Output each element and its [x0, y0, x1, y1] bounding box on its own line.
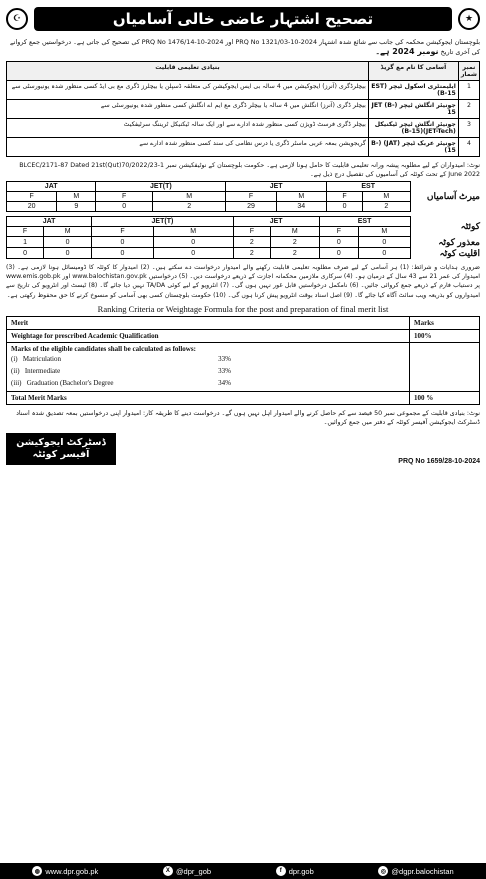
grid-value: 2: [363, 202, 410, 212]
row-qualification: بیچلر ڈگری (آنرز) انگلش میں 4 سالہ یا بیچلر ڈگری مع ایم اے انگلش کسی منظور شدہ یونیورسٹی سے: [7, 100, 369, 119]
quetta-quota-grid: [6, 216, 480, 259]
grid-value: 0: [359, 248, 410, 259]
officer-line-2: آفیسر کوئٹہ: [32, 448, 90, 460]
row-qualification: گریجویشن بمعہ عربی ماسٹر ڈگری یا درس نظامی کی سند کسی منظور شدہ ادارے سے: [7, 138, 369, 157]
total-row: [7, 391, 480, 404]
twitter-link[interactable]: [163, 866, 211, 876]
footer-row: [6, 433, 480, 465]
grid-value: 0: [96, 202, 153, 212]
intro-paragraph: [6, 37, 480, 57]
note-paragraph: نوٹ: امیدواران کے لیے مطلوبہ پیشہ ورانہ تعلیمی قابلیت کا حامل ہونا لازمی ہے۔ حکومت بلوچستان کے نوٹیفکیشن نمبر 1-70/2022/23(Qut)BLCEC/2171-87 Dated 21st June 2022 کے تحت کوئٹہ کی آسامیوں کی تفصیل درج ذیل ہے۔: [19, 162, 480, 178]
table-row: [7, 100, 480, 119]
grid-value: 2: [271, 248, 320, 259]
item-name: Matriculation: [22, 354, 61, 363]
item-value: 33%: [218, 366, 231, 375]
grid-value: 0: [92, 237, 154, 248]
grid-sub-f: F: [326, 192, 362, 202]
grid-value: 20: [7, 202, 57, 212]
grid-sub-m: M: [57, 192, 96, 202]
item-number: (ii): [11, 366, 20, 375]
list-item: [11, 365, 231, 377]
row-post: جونیئر انگلش ٹیچر ٹیکنیکل (JET-Tech)(B-15): [368, 119, 458, 138]
website-link[interactable]: [32, 866, 98, 876]
closing-paragraph: نوٹ: بنیادی قابلیت کے مجموعی نمبر 50 فیصد سے کم حاصل کرنے والے امیدوار اہل نہیں ہوں گے۔ درخواست دینے کا طریقہ کار: امیدوار اپنی درخواستیں بمعہ تصدیق شدہ اسناد ڈسٹرکٹ ایجوکیشن آفیسر کوئٹہ کے دفتر میں جمع کروائیں۔: [16, 409, 480, 426]
item-name: Graduation (Bachelor's Degree: [26, 378, 114, 387]
row-number: 2: [458, 100, 479, 119]
prq-number: PRQ No 1659/28-10-2024: [398, 457, 480, 465]
grid-value: 0: [153, 237, 233, 248]
list-item: [11, 377, 231, 389]
grid-value: 0: [359, 237, 410, 248]
grid-sub-m: M: [152, 192, 225, 202]
table-row: [7, 119, 480, 138]
empty-cell: [410, 342, 480, 391]
grid-col-header: EST: [319, 217, 410, 227]
grid-sub-f: F: [92, 227, 154, 237]
weightage-value: 100%: [410, 329, 480, 342]
grid-sub-f: F: [319, 227, 358, 237]
grid-sub-m: M: [153, 227, 233, 237]
grid-value: 2: [233, 237, 270, 248]
row-post: جونیئر عربک ٹیچر (JAT) (B-15): [368, 138, 458, 157]
row-post: ایلیمنٹری اسکول ٹیچر (EST (B-15: [368, 81, 458, 100]
officer-line-1: ڈسٹرکٹ ایجوکیشن: [16, 436, 106, 448]
instagram-icon: ◎: [378, 866, 388, 876]
total-label: Total Merit Marks: [7, 391, 410, 404]
intro-text: بلوچستان ایجوکیشن محکمہ کی جانب سے شائع شدہ اشتہار PRQ No 1321/03-10-2024 اور PRQ No 1476/14-10-2024 کی تصحیح کی جاتی ہے۔ درخواستیں جمع کروانے کی آخری تاریخ: [10, 38, 480, 56]
item-number: (i): [11, 354, 18, 363]
instagram-text: @dgpr.balochistan: [391, 866, 454, 876]
grid-sub-m: M: [44, 227, 92, 237]
terms-and-conditions: ضروری ہدایات و شرائط: (1) ہر آسامی کے لیے صرف مطلوبہ تعلیمی قابلیت رکھنے والے امیدوار درخواست دے سکتے ہیں۔ (2) امیدوار کا کوئٹہ کا ڈومیسائل ہونا لازمی ہے۔ (3) امیدوار کی عمر 21 سے 43 سال کے درمیان ہو۔ (4) سرکاری ملازمین محکمانہ اجازت کے ذریعے درخواست دیں۔ (5) درخواستیں www.balochistan.gov.pk اور www.emis.gob.pk پر دستیاب فارم کے ذریعے جمع کروائی جائیں۔ (6) نامکمل درخواستیں قابل غور نہیں ہوں گی۔ (7) انٹرویو کے لیے کوئی TA/DA نہیں دیا جائے گا۔ (8) ٹیسٹ اور انٹرویو کی تاریخ سے امیدواروں کو بذریعہ ویب سائٹ آگاہ کیا جائے گا۔ (9) اصل اسناد بوقت انٹرویو پیش کرنا ہوں گی۔ (10) حکومت بلوچستان کسی بھی آسامی کو منسوخ کرنے کا حق محفوظ رکھتی ہے۔: [6, 264, 480, 299]
row-qualification: بیچلرڈگری (آنرز) ایجوکیشن میں 4 سالہ بی ایس ایجوکیشن کی متعلقہ ڈسپلن یا بیچلرز ڈگری مع بی ایڈ کسی منظور شدہ یونیورسٹی سے: [7, 81, 369, 100]
page-title: تصحیح اشتہار عاضی خالی آسامیاں: [34, 7, 452, 31]
grid-col-header: JET: [226, 182, 326, 192]
row-post: جونیئر انگلش ٹیچر (JET (B-15: [368, 100, 458, 119]
grid-col-header: JET(T): [96, 182, 226, 192]
list-item: [11, 353, 231, 365]
total-value: 100 %: [410, 391, 480, 404]
disabled-quota-label: معذور کوٹہ: [438, 236, 480, 247]
grid-value: 0: [44, 237, 92, 248]
grid-col-header: JAT: [7, 217, 92, 227]
grid-sub-f: F: [233, 227, 270, 237]
grid-sub-m: M: [271, 227, 320, 237]
posts-table: [6, 61, 480, 157]
minority-quota-label: اقلیت کوٹہ: [439, 247, 480, 258]
grid-subheader-row: [7, 192, 481, 202]
grid-sub-f: F: [7, 227, 44, 237]
row-number: 3: [458, 119, 479, 138]
government-emblem-icon: ☪: [6, 8, 28, 30]
grid-col-header: JET: [233, 217, 319, 227]
item-value: 34%: [218, 378, 231, 387]
facebook-icon: f: [276, 866, 286, 876]
grid-sub-m: M: [276, 192, 326, 202]
twitter-text: @dpr_gob: [175, 866, 212, 876]
table-row: [7, 342, 480, 391]
grid-header-row: [7, 217, 481, 227]
row-number: 1: [458, 81, 479, 100]
twitter-icon: X: [163, 866, 173, 876]
col-post: آسامی کا نام مع گریڈ: [368, 62, 458, 81]
merit-label: میرٹ آسامیاں: [410, 182, 480, 212]
header: [6, 4, 480, 34]
grid-col-header: JAT: [7, 182, 96, 192]
posts-table-header: [7, 62, 480, 81]
grid-sub-m: M: [359, 227, 410, 237]
merit-posts-grid: [6, 181, 480, 212]
grid-value: 0: [319, 248, 358, 259]
grid-value: 0: [153, 248, 233, 259]
grid-col-header: JET(T): [92, 217, 233, 227]
grid-header-row: [7, 182, 481, 192]
grid-value: 2: [152, 202, 225, 212]
ranking-col-merit: Merit: [7, 316, 410, 329]
ranking-title: Ranking Criteria or Weightage Formula for the post and preparation of final merit list: [97, 303, 389, 314]
grid-value-row: [7, 202, 481, 212]
table-row: [7, 81, 480, 100]
table-row: [7, 329, 480, 342]
grid-value: 34: [276, 202, 326, 212]
quetta-label: کوئٹہ: [410, 217, 480, 237]
row-qualification: بیچلر ڈگری فرسٹ ڈویژن کسی منظور شدہ ادارے سے اور ایک سالہ ٹیکنیکل ٹریننگ سرٹیفکیٹ: [7, 119, 369, 138]
ranking-col-marks: Marks: [410, 316, 480, 329]
instagram-link[interactable]: [378, 866, 453, 876]
deadline-text: نومبر 2024 ہے۔: [375, 47, 439, 56]
grid-value: 1: [7, 237, 44, 248]
district-education-officer-badge: [6, 433, 116, 465]
grid-value: 29: [226, 202, 276, 212]
grid-value: 0: [319, 237, 358, 248]
grid-subheader-row: [7, 227, 481, 237]
ranking-table: [6, 316, 480, 405]
facebook-text: dpr.gob: [288, 866, 314, 876]
grid-value: 0: [44, 248, 92, 259]
grid-value: 0: [7, 248, 44, 259]
website-text: www.dpr.gob.pk: [45, 866, 99, 876]
col-qualification: بنیادی تعلیمی قابلیت: [7, 62, 369, 81]
globe-icon: ◍: [32, 866, 42, 876]
marks-breakdown: [7, 342, 410, 391]
marks-heading: Marks of the eligible candidates shall be calculated as follows:: [11, 344, 196, 353]
item-number: (iii): [11, 378, 22, 387]
grid-col-header: EST: [326, 182, 410, 192]
row-number: 4: [458, 138, 479, 157]
grid-value: 9: [57, 202, 96, 212]
col-number: نمبر شمار: [458, 62, 479, 81]
item-name: Intermediate: [24, 366, 61, 375]
grid-value-row: [7, 237, 481, 248]
grid-sub-f: F: [7, 192, 57, 202]
grid-value: 0: [92, 248, 154, 259]
weightage-label: Weightage for prescribed Academic Qualification: [7, 329, 410, 342]
grid-value: 0: [326, 202, 362, 212]
grid-sub-f: F: [226, 192, 276, 202]
grid-sub-f: F: [96, 192, 153, 202]
grid-sub-m: M: [363, 192, 410, 202]
social-bar: [0, 863, 486, 879]
grid-value: 2: [233, 248, 270, 259]
grid-value: 2: [271, 237, 320, 248]
table-row: [7, 138, 480, 157]
item-value: 33%: [218, 354, 231, 363]
facebook-link[interactable]: [276, 866, 314, 876]
education-emblem-icon: ★: [458, 8, 480, 30]
ranking-header-row: [7, 316, 480, 329]
grid-value-row: [7, 248, 481, 259]
